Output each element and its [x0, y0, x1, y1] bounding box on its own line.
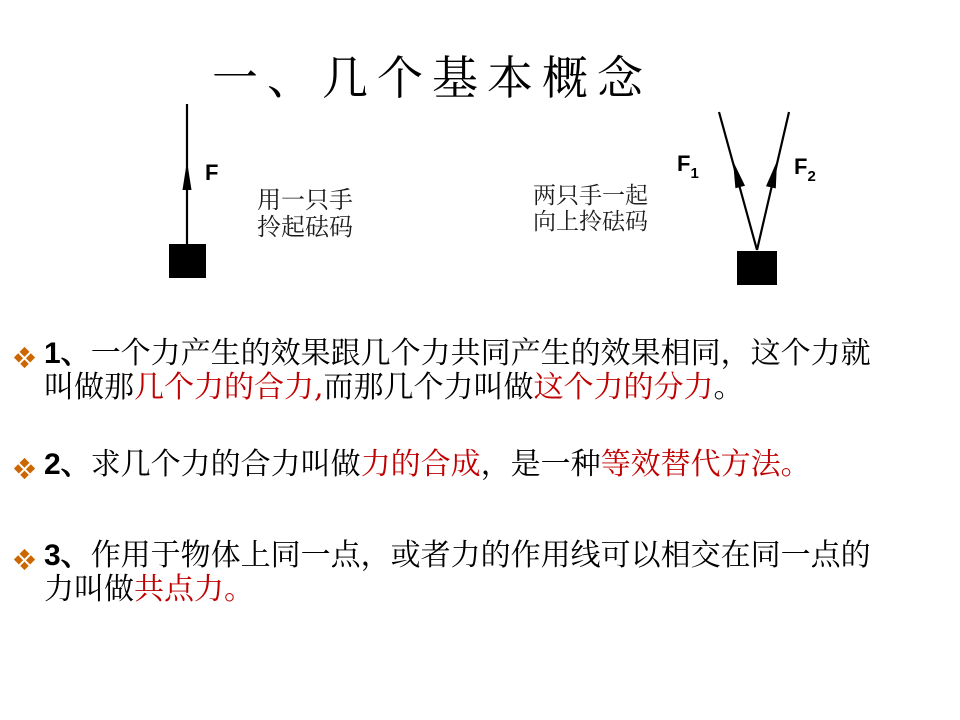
text-segment: ，是一种 [480, 447, 601, 482]
text-segment: 力叫做 [44, 572, 134, 607]
weight-block-right [737, 251, 777, 285]
bullet-item-2 [14, 448, 950, 482]
caption-one-hand-line1: 用一只手 [257, 186, 353, 214]
text-segment-highlight: 这个力的分力 [533, 370, 714, 405]
diamond-bullet-icon [14, 347, 35, 368]
text-segment-highlight: 力的合成 [360, 447, 481, 482]
bullet-3-line-1 [44, 539, 950, 573]
text-segment: 一个力产生的效果跟几个力共同产生的效果相同，这个力就 [90, 336, 871, 371]
page-title: 一、几个基本概念 [212, 51, 652, 105]
bullet-item-3 [14, 539, 950, 607]
diamond-bullet-icon [14, 549, 35, 570]
arrowhead-f1-icon [733, 161, 745, 188]
text-segment: 作用于物体上同一点，或者力的作用线可以相交在同一点的 [90, 538, 871, 573]
bullet-2-line-1 [44, 448, 950, 482]
diamond-bullet-icon [14, 458, 35, 479]
bullet-3-line-2 [44, 573, 950, 607]
force-label-f2-text: F [794, 154, 808, 179]
text-segment: 叫做那 [44, 370, 134, 405]
force-label-f1-text: F [677, 151, 691, 176]
weight-block-left [169, 244, 206, 278]
caption-one-hand-line2: 拎起砝码 [257, 213, 353, 241]
caption-two-hands-line1: 两只手一起 [533, 183, 648, 209]
text-segment-highlight: 等效替代方法。 [600, 447, 811, 482]
caption-one-hand [257, 187, 353, 241]
caption-two-hands-line2: 向上拎砝码 [533, 209, 648, 235]
bullet-1-line-2 [44, 371, 950, 405]
force-label-f2-sub: 2 [807, 168, 816, 186]
text-segment-highlight: 共点力。 [134, 572, 254, 607]
bullet-1-line-1 [44, 337, 950, 371]
force-label-f-text: F [205, 160, 219, 185]
text-segment-highlight: 几个力的合力, [134, 370, 324, 405]
bullet-number: 1、 [44, 337, 91, 370]
arrowhead-f2-icon [766, 161, 777, 188]
force-label-f1 [677, 151, 699, 183]
text-segment: 而那几个力叫做 [323, 370, 534, 405]
text-segment: 。 [713, 370, 744, 405]
bullet-1-text [44, 337, 950, 405]
bullet-item-1 [14, 337, 950, 405]
force-label-f1-sub: 1 [690, 165, 699, 183]
caption-two-hands [533, 183, 648, 235]
text-segment: 求几个力的合力叫做 [90, 447, 361, 482]
force-label-f [205, 160, 218, 186]
bullet-2-text [44, 448, 950, 482]
bullet-number: 2、 [44, 448, 91, 481]
force-label-f2 [794, 154, 816, 186]
bullet-number: 3、 [44, 539, 91, 572]
bullet-3-text [44, 539, 950, 607]
arrowhead-f-icon [183, 161, 192, 190]
